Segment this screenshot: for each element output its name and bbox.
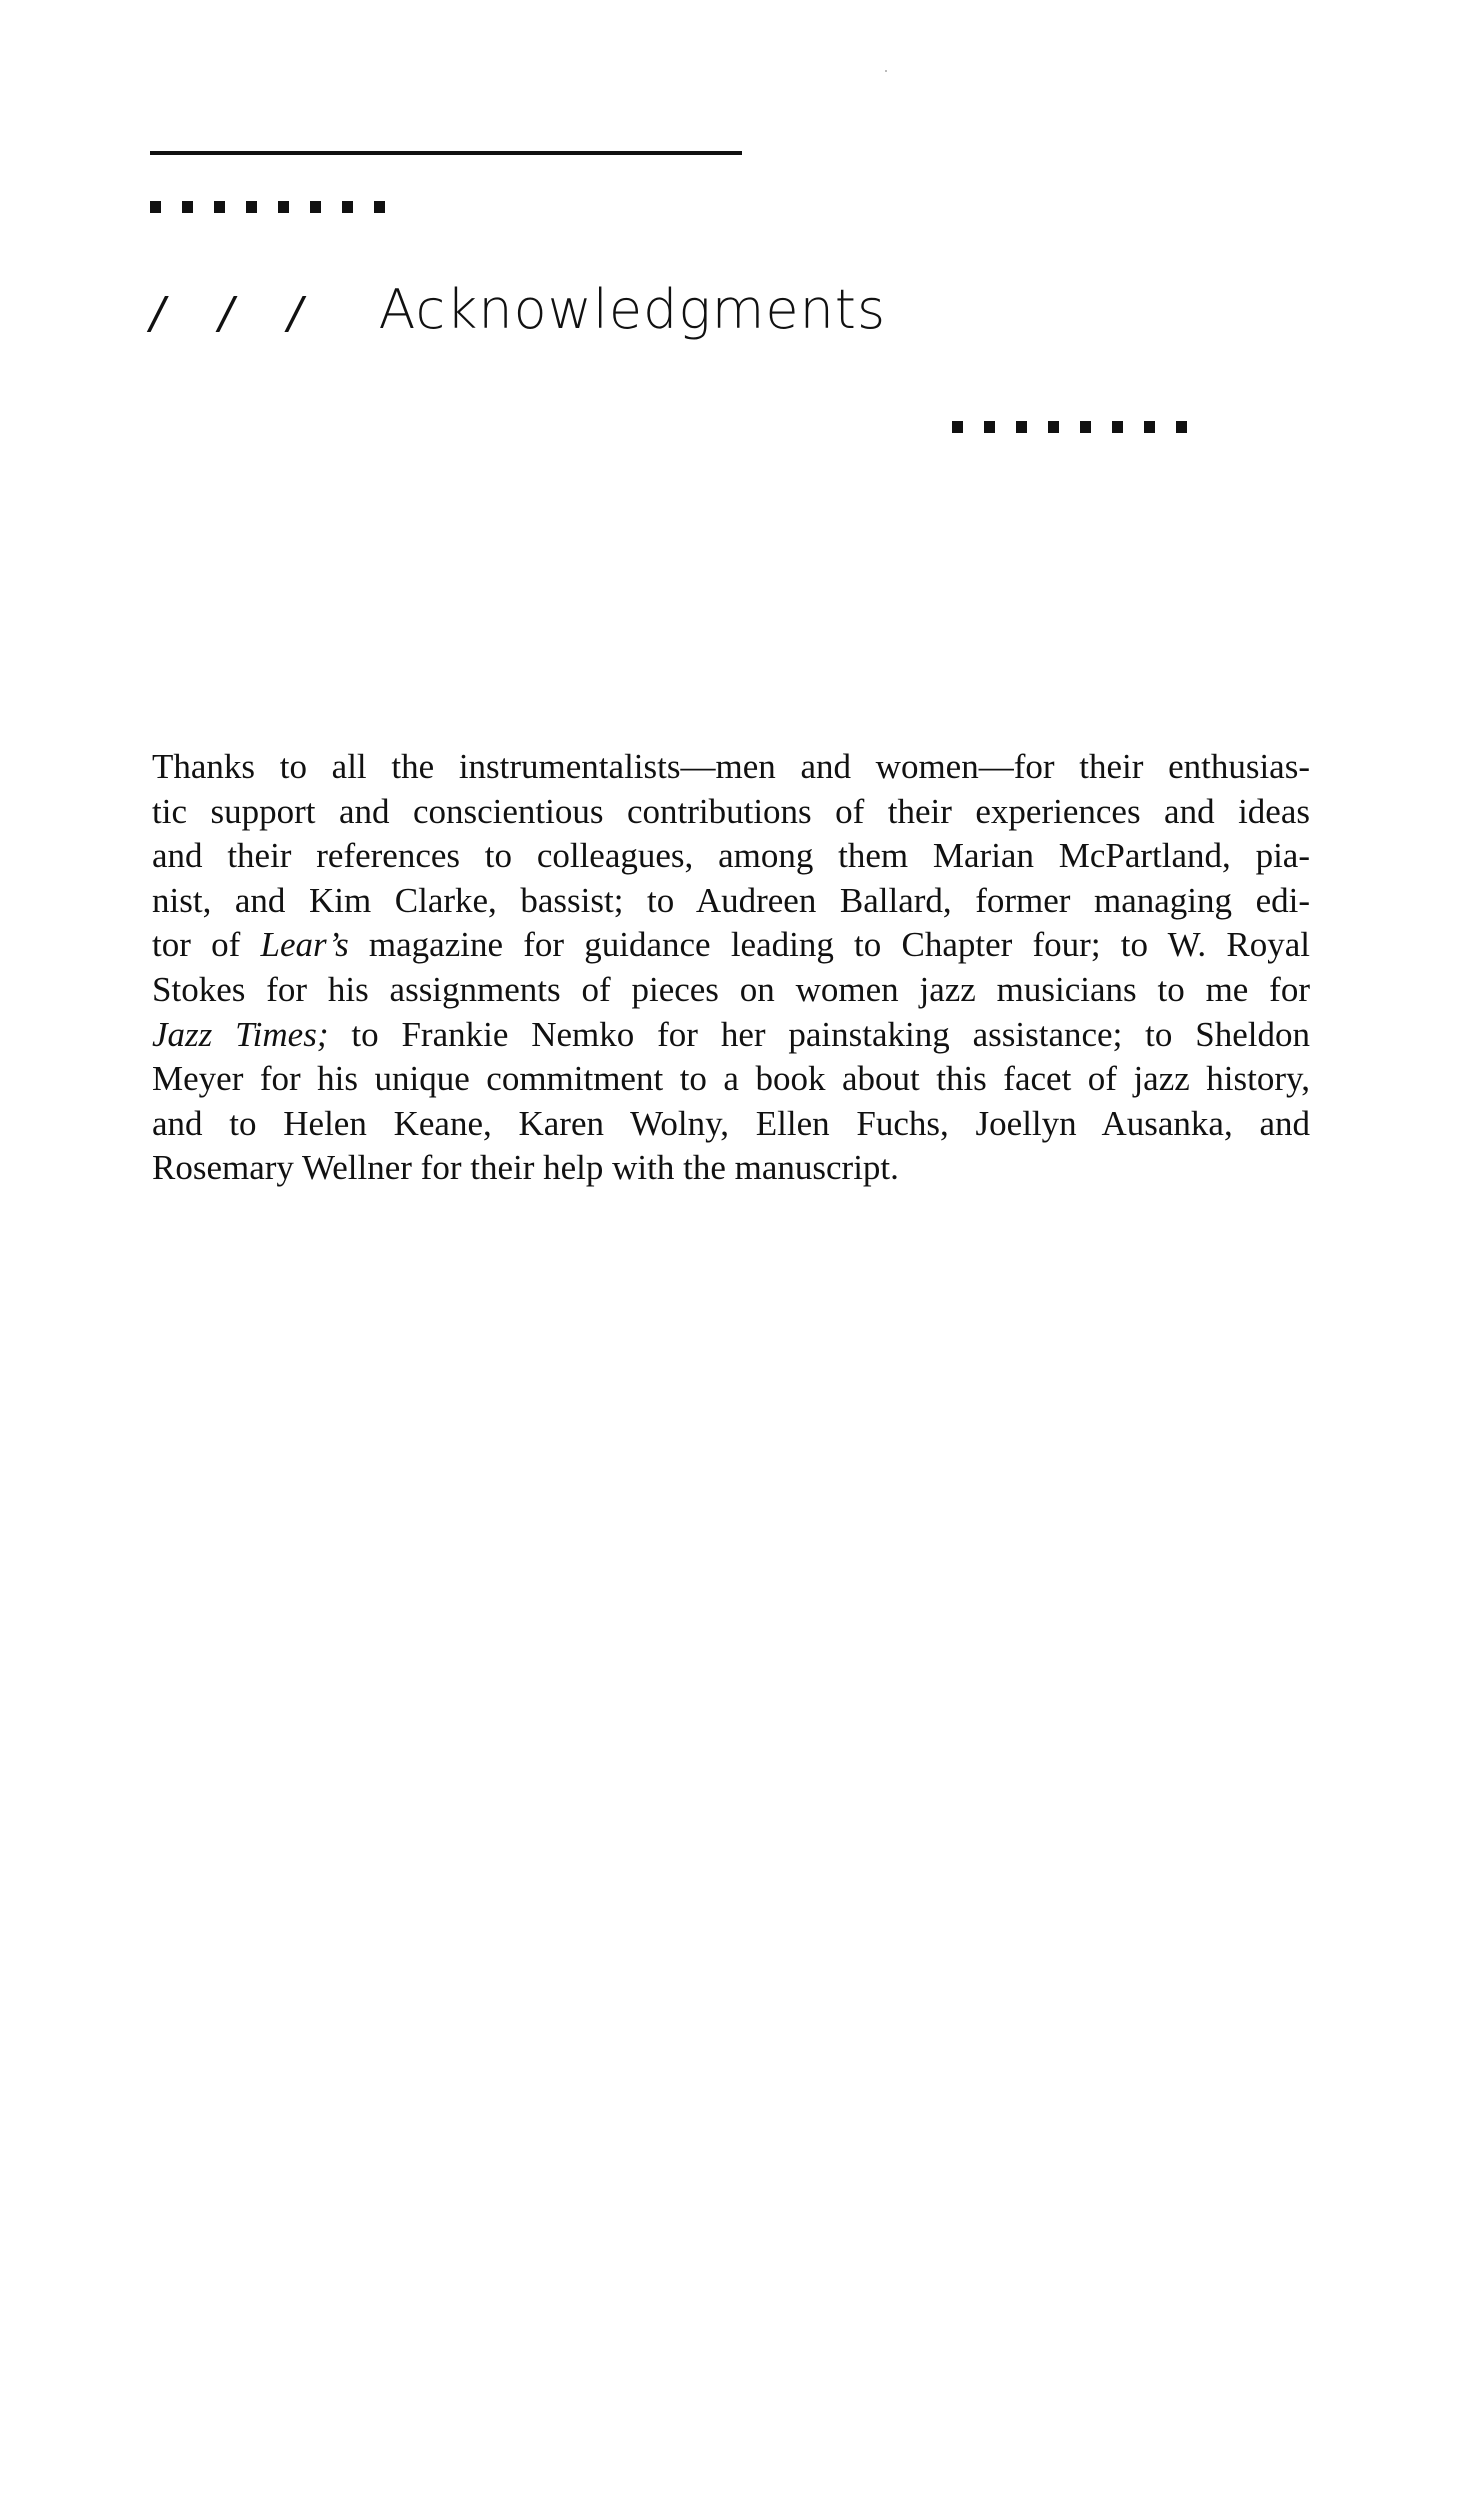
ornament-square — [182, 201, 193, 213]
text-line: tor of Lear’s magazine for guidance leading to Chapter four; to W. Royal — [152, 925, 1311, 965]
acknowledgments-paragraph — [152, 745, 1310, 1191]
print-speck — [885, 70, 887, 72]
text-line: and their references to colleagues, among them Marian McPartland, pia- — [152, 836, 1310, 876]
ornament-square — [214, 201, 225, 213]
magazine-title: Lear’s — [260, 925, 349, 965]
ornament-square — [150, 201, 161, 213]
magazine-title: Jazz Times; — [152, 1014, 329, 1054]
ornament-square — [1048, 421, 1059, 433]
ornament-square — [1176, 421, 1187, 433]
ornament-square — [1080, 421, 1091, 433]
ornament-square — [246, 201, 257, 213]
text-line: and to Helen Keane, Karen Wolny, Ellen Fuchs, Joellyn Ausanka, and — [152, 1103, 1310, 1143]
bottom-square-ornament — [952, 421, 1187, 433]
text-line: nist, and Kim Clarke, bassist; to Audreen Ballard, former managing edi- — [152, 880, 1310, 920]
text-line: Rosemary Wellner for their help with the manuscript. — [152, 1148, 899, 1188]
page-title: Acknowledgments — [378, 278, 887, 341]
text-line: Thanks to all the instrumentalists—men and women—for their enthusias- — [152, 747, 1310, 786]
ornament-square — [984, 421, 995, 433]
text-line: Meyer for his unique commitment to a book about this facet of jazz history, — [152, 1059, 1310, 1099]
top-square-ornament — [150, 201, 385, 213]
ornament-square — [310, 201, 321, 213]
text-line: Stokes for his assignments of pieces on women jazz musicians to me for — [152, 969, 1310, 1009]
ornament-square — [1112, 421, 1123, 433]
ornament-square — [952, 421, 963, 433]
ornament-square — [342, 201, 353, 213]
ornament-square — [1144, 421, 1155, 433]
top-rule — [150, 151, 742, 155]
text-line: Jazz Times; to Frankie Nemko for her painstaking assistance; to Sheldon — [152, 1014, 1310, 1054]
ornament-square — [278, 201, 289, 213]
text-line: tic support and conscientious contributions of their experiences and ideas — [152, 791, 1310, 831]
chapter-heading — [150, 278, 886, 341]
ornament-square — [1016, 421, 1027, 433]
heading-slashes: / / / — [150, 288, 323, 339]
ornament-square — [374, 201, 385, 213]
